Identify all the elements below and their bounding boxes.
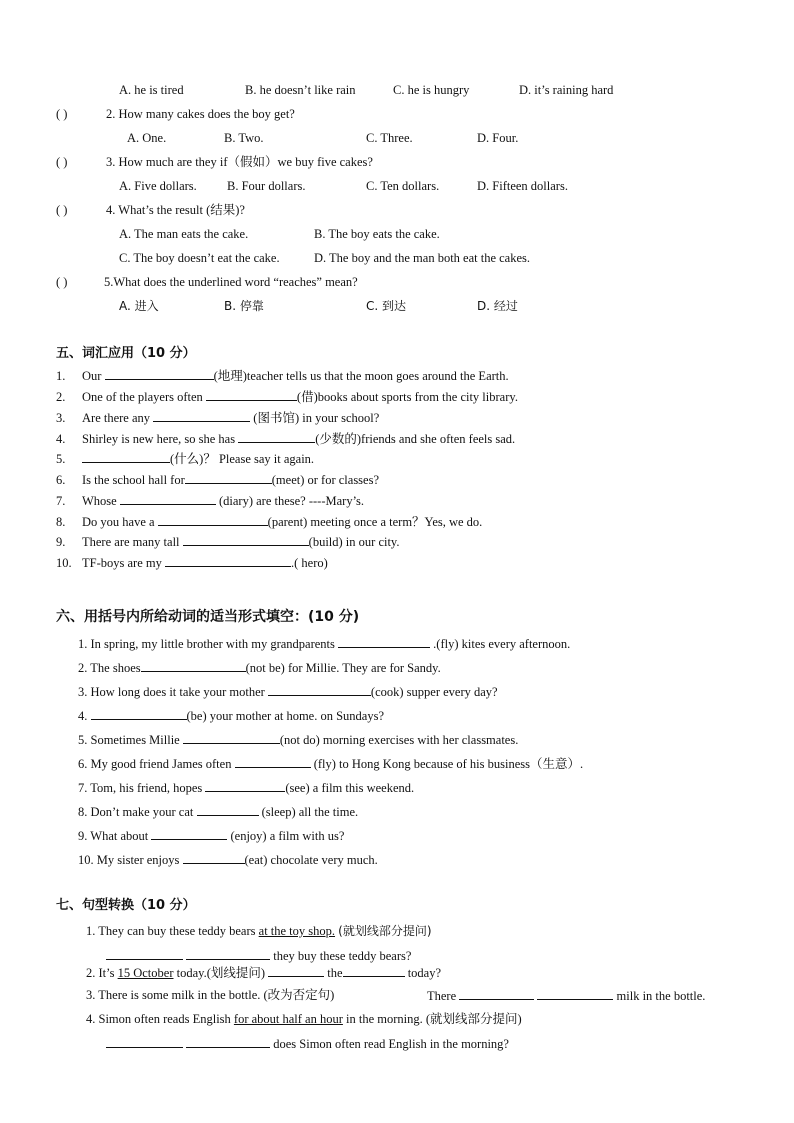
s6-pre: 9. What about — [78, 829, 149, 843]
s5-item-10 — [56, 554, 328, 571]
q5-option-d: D. 经过 — [477, 299, 518, 313]
s5-post: (parent) meeting once a term？Yes, we do. — [267, 515, 483, 529]
answer-blank[interactable] — [205, 779, 285, 792]
section6-title: 六、用括号内所给动词的适当形式填空：(10 分) — [56, 609, 360, 625]
s5-item-7 — [56, 492, 364, 509]
s6-pre: 10. My sister enjoys — [78, 853, 180, 867]
q5-option-b: B. 停靠 — [224, 299, 264, 313]
s5-pre: One of the players often — [82, 390, 203, 404]
s6-item-6 — [78, 755, 583, 772]
s7-q2 — [86, 964, 441, 981]
answer-blank[interactable] — [268, 964, 324, 977]
q4-paren: ( ) — [56, 203, 68, 217]
s5-pre: Is the school hall for — [82, 473, 185, 487]
s6-item-4 — [78, 707, 384, 724]
s5-item-2 — [56, 388, 518, 405]
s6-post: (sleep) all the time. — [261, 805, 359, 819]
q2-option-c: C. Three. — [366, 131, 413, 145]
s5-item-3 — [56, 409, 379, 426]
s5-post: (地理)teacher tells us that the moon goes around the Earth. — [213, 369, 509, 383]
s5-num: 8. — [56, 515, 66, 529]
s7-q1-pre: 1. They can buy these teddy bears — [86, 924, 256, 938]
s5-num: 6. — [56, 473, 66, 487]
s6-pre: 3. How long does it take your mother — [78, 685, 265, 699]
s7-q4-underlined: for about half an hour — [233, 1012, 343, 1026]
q5-option-c: C. 到达 — [366, 299, 407, 313]
s6-item-9 — [78, 827, 344, 844]
answer-blank[interactable] — [338, 635, 430, 648]
answer-blank[interactable] — [106, 947, 183, 960]
s7-q2-underlined: 15 October — [117, 966, 174, 980]
s6-pre: 6. My good friend James often — [78, 757, 232, 771]
s6-pre: 5. Sometimes Millie — [78, 733, 180, 747]
s5-pre: Our — [82, 369, 102, 383]
section5-title: 五、词汇应用（10 分） — [56, 346, 196, 361]
answer-blank[interactable] — [268, 683, 371, 696]
s7-q1-answer — [106, 947, 411, 964]
s5-item-8 — [56, 513, 482, 530]
s6-post: (eat) chocolate very much. — [244, 853, 378, 867]
s5-num: 3. — [56, 411, 66, 425]
answer-blank[interactable] — [106, 1035, 183, 1048]
s5-item-9 — [56, 533, 400, 550]
s7-q4-answer — [106, 1035, 509, 1052]
s6-item-3 — [78, 683, 498, 700]
s7-q3-answer — [427, 987, 705, 1004]
answer-blank[interactable] — [91, 707, 187, 720]
s5-post: (meet) or for classes? — [271, 473, 380, 487]
s6-pre: 8. Don’t make your cat — [78, 805, 194, 819]
answer-blank[interactable] — [120, 492, 216, 505]
s5-post: (借)books about sports from the city library. — [296, 390, 518, 404]
answer-blank[interactable] — [183, 533, 309, 546]
s5-post: (图书馆) in your school? — [253, 411, 380, 425]
q3-option-a: A. Five dollars. — [119, 179, 197, 193]
s5-num: 7. — [56, 494, 66, 508]
s6-post: (be) your mother at home. on Sundays? — [186, 709, 385, 723]
s7-q3-answer-pre: There — [427, 989, 457, 1003]
answer-blank[interactable] — [459, 987, 534, 1000]
answer-blank[interactable] — [197, 803, 259, 816]
q1-option-c: C. he is hungry — [393, 83, 470, 97]
s5-num: 9. — [56, 535, 66, 549]
s7-q1 — [86, 923, 432, 939]
q2-text: 2. How many cakes does the boy get? — [106, 107, 295, 121]
q5-text: 5.What does the underlined word “reaches” mean? — [104, 275, 358, 289]
s5-item-6 — [56, 471, 379, 488]
s6-post: (see) a film this weekend. — [285, 781, 415, 795]
answer-blank[interactable] — [185, 471, 272, 484]
answer-blank[interactable] — [238, 430, 315, 443]
s6-post: (cook) supper every day? — [370, 685, 498, 699]
s5-post: (build) in our city. — [308, 535, 400, 549]
q3-option-d: D. Fifteen dollars. — [477, 179, 568, 193]
s6-item-8 — [78, 803, 358, 820]
s6-item-5 — [78, 731, 518, 748]
s7-q1-answer-post: they buy these teddy bears? — [273, 949, 412, 963]
q5-option-a: A. 进入 — [119, 299, 159, 313]
s6-pre: 1. In spring, my little brother with my grandparents — [78, 637, 335, 651]
answer-blank[interactable] — [82, 450, 170, 463]
s6-post: (not be) for Millie. They are for Sandy. — [245, 661, 441, 675]
s5-pre: Shirley is new here, so she has — [82, 432, 236, 446]
s7-q2-pre: 2. It’s — [86, 966, 115, 980]
s5-num: 4. — [56, 432, 66, 446]
answer-blank[interactable] — [151, 827, 227, 840]
answer-blank[interactable] — [186, 947, 270, 960]
s6-post: (not do) morning exercises with her classmates. — [279, 733, 519, 747]
s7-q3-answer-post: milk in the bottle. — [616, 989, 706, 1003]
s6-pre: 7. Tom, his friend, hopes — [78, 781, 203, 795]
answer-blank[interactable] — [183, 731, 280, 744]
answer-blank[interactable] — [105, 367, 214, 380]
s5-item-4 — [56, 430, 515, 447]
q2-paren: ( ) — [56, 107, 68, 121]
s6-post: (enjoy) a film with us? — [230, 829, 345, 843]
s5-pre: There are many tall — [82, 535, 180, 549]
s7-q2-post: today.(划线提问) — [176, 966, 266, 980]
s5-num: 10. — [56, 556, 72, 570]
q2-option-a: A. One. — [127, 131, 167, 145]
q2-option-d: D. Four. — [477, 131, 519, 145]
answer-blank[interactable] — [141, 659, 246, 672]
s7-q4 — [86, 1011, 522, 1027]
s6-item-1 — [78, 635, 570, 652]
q1-option-a: A. he is tired — [119, 83, 184, 97]
s5-num: 1. — [56, 369, 66, 383]
answer-blank[interactable] — [158, 513, 268, 526]
s7-q2-end: today? — [407, 966, 442, 980]
s5-post: (diary) are these? ----Mary’s. — [218, 494, 365, 508]
s6-item-10 — [78, 851, 378, 868]
s5-pre: Do you have a — [82, 515, 155, 529]
s5-post: (少数的)friends and she often feels sad. — [315, 432, 516, 446]
s5-post: (什么)？ Please say it again. — [170, 452, 315, 466]
s6-post: .(fly) kites every afternoon. — [433, 637, 571, 651]
q3-text: 3. How much are they if（假如）we buy five cakes? — [106, 155, 373, 169]
s5-num: 2. — [56, 390, 66, 404]
answer-blank[interactable] — [165, 554, 291, 567]
s7-q3: 3. There is some milk in the bottle. (改为否定句) — [86, 988, 335, 1002]
s6-item-2 — [78, 659, 441, 676]
s5-post: .( hero) — [290, 556, 328, 570]
q3-paren: ( ) — [56, 155, 68, 169]
q3-option-c: C. Ten dollars. — [366, 179, 440, 193]
q4-option-c: C. The boy doesn’t eat the cake. — [119, 251, 280, 265]
s5-item-1 — [56, 367, 509, 384]
q1-option-b: B. he doesn’t like rain — [245, 83, 356, 97]
answer-blank[interactable] — [153, 409, 250, 422]
section7-title: 七、句型转换（10 分） — [56, 898, 196, 913]
s6-item-7 — [78, 779, 414, 796]
q4-option-b: B. The boy eats the cake. — [314, 227, 440, 241]
s6-post: (fly) to Hong Kong because of his business（生意）. — [313, 757, 584, 771]
answer-blank[interactable] — [537, 987, 613, 1000]
s7-q1-post: (就划线部分提问) — [338, 924, 432, 938]
q5-paren: ( ) — [56, 275, 68, 289]
answer-blank[interactable] — [183, 851, 245, 864]
q2-option-b: B. Two. — [224, 131, 264, 145]
q4-option-a: A. The man eats the cake. — [119, 227, 249, 241]
q4-text: 4. What’s the result (结果)? — [106, 203, 245, 217]
s5-pre: Are there any — [82, 411, 151, 425]
s7-q4-pre: 4. Simon often reads English — [86, 1012, 231, 1026]
q4-option-d: D. The boy and the man both eat the cakes. — [314, 251, 531, 265]
s6-pre: 2. The shoes — [78, 661, 141, 675]
s7-q4-answer-post: does Simon often read English in the morning? — [273, 1037, 509, 1051]
answer-blank[interactable] — [235, 755, 311, 768]
s5-item-5 — [56, 450, 314, 467]
s5-pre: Whose — [82, 494, 117, 508]
s5-num: 5. — [56, 452, 66, 466]
answer-blank[interactable] — [186, 1035, 270, 1048]
answer-blank[interactable] — [206, 388, 297, 401]
s6-pre: 4. — [78, 709, 88, 723]
answer-blank[interactable] — [343, 964, 405, 977]
s7-q2-mid: the — [327, 966, 343, 980]
q1-option-d: D. it’s raining hard — [519, 83, 614, 97]
s5-pre: TF-boys are my — [82, 556, 162, 570]
q3-option-b: B. Four dollars. — [227, 179, 306, 193]
s7-q1-underlined: at the toy shop. — [258, 924, 336, 938]
s7-q4-post: in the morning. (就划线部分提问) — [346, 1012, 522, 1026]
